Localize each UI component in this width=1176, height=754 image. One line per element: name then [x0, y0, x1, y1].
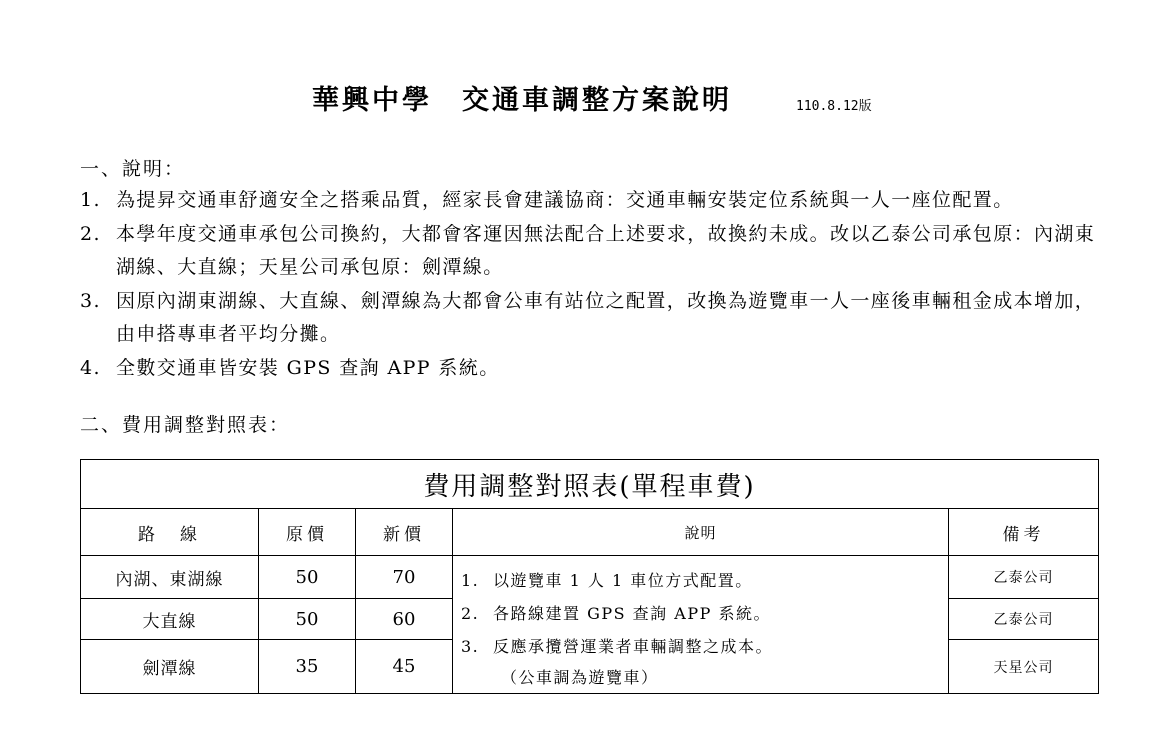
list-item-text: 為提昇交通車舒適安全之搭乘品質，經家長會建議協商：交通車輛安裝定位系統與一人一座位配置。 — [116, 189, 1014, 211]
column-header-old-price: 原價 — [259, 509, 356, 556]
old-price-cell: 50 — [259, 556, 356, 599]
description-item-number: 1. — [461, 571, 480, 590]
description-item-text: 各路線建置 GPS 查詢 APP 系統。 — [493, 604, 771, 623]
description-item — [453, 630, 948, 663]
description-item-text: 反應承攬營運業者車輛調整之成本。 — [493, 637, 774, 656]
column-header-description: 說明 — [453, 509, 949, 556]
old-price-cell: 50 — [259, 599, 356, 640]
remarks-cell: 乙泰公司 — [949, 556, 1099, 599]
description-item — [453, 597, 948, 630]
old-price-cell: 35 — [259, 640, 356, 694]
explanation-list — [80, 184, 1110, 385]
section-heading-explanation: 一、說明： — [80, 158, 186, 180]
route-cell: 內湖、東湖線 — [81, 556, 259, 599]
description-item-number: 3. — [461, 637, 480, 656]
remarks-cell: 天星公司 — [949, 640, 1099, 694]
description-item-number: 2. — [461, 604, 480, 623]
title-row — [0, 78, 1176, 122]
title-subject: 交通車調整方案說明 — [462, 85, 732, 116]
list-item-number: 4. — [80, 356, 101, 379]
title-school: 華興中學 — [312, 85, 432, 116]
table-header-row — [81, 509, 1099, 556]
new-price-cell: 45 — [356, 640, 453, 694]
list-item-text: 全數交通車皆安裝 GPS 查詢 APP 系統。 — [116, 356, 500, 379]
list-item-number: 2. — [80, 222, 101, 245]
description-list — [453, 564, 948, 663]
column-header-route: 路 線 — [81, 509, 259, 556]
list-item — [80, 285, 1110, 352]
fee-comparison-table — [80, 459, 1099, 694]
description-item-text: 以遊覽車 1 人 1 車位方式配置。 — [493, 571, 753, 590]
route-cell: 劍潭線 — [81, 640, 259, 694]
section-heading-fee-table: 二、費用調整對照表： — [80, 414, 291, 436]
description-item — [453, 564, 948, 597]
list-item — [80, 352, 1110, 386]
remarks-cell: 乙泰公司 — [949, 599, 1099, 640]
new-price-cell: 70 — [356, 556, 453, 599]
list-item-number: 3. — [80, 289, 101, 312]
column-header-new-price: 新價 — [356, 509, 453, 556]
list-item-text: 因原內湖東湖線、大直線、劍潭線為大都會公車有站位之配置，改換為遊覽車一人一座後車輛租金成本增加，由申搭專車者平均分攤。 — [116, 289, 1096, 345]
page-title — [312, 78, 732, 117]
column-header-remarks: 備考 — [949, 509, 1099, 556]
new-price-cell: 60 — [356, 599, 453, 640]
list-item-text: 本學年度交通車承包公司換約，大都會客運因無法配合上述要求，故換約未成。改以乙泰公司承包原：內湖東湖線、大直線；天星公司承包原：劍潭線。 — [116, 222, 1096, 278]
description-sub-note: （公車調為遊覽車） — [501, 668, 659, 687]
route-cell: 大直線 — [81, 599, 259, 640]
list-item-number: 1. — [80, 189, 101, 211]
description-cell — [453, 556, 949, 694]
list-item — [80, 218, 1110, 285]
table-caption-row — [81, 460, 1099, 509]
version-label: 110.8.12版 — [796, 99, 872, 114]
table-caption: 費用調整對照表(單程車費) — [81, 460, 1099, 509]
list-item — [80, 184, 1110, 218]
table-row — [81, 556, 1099, 599]
